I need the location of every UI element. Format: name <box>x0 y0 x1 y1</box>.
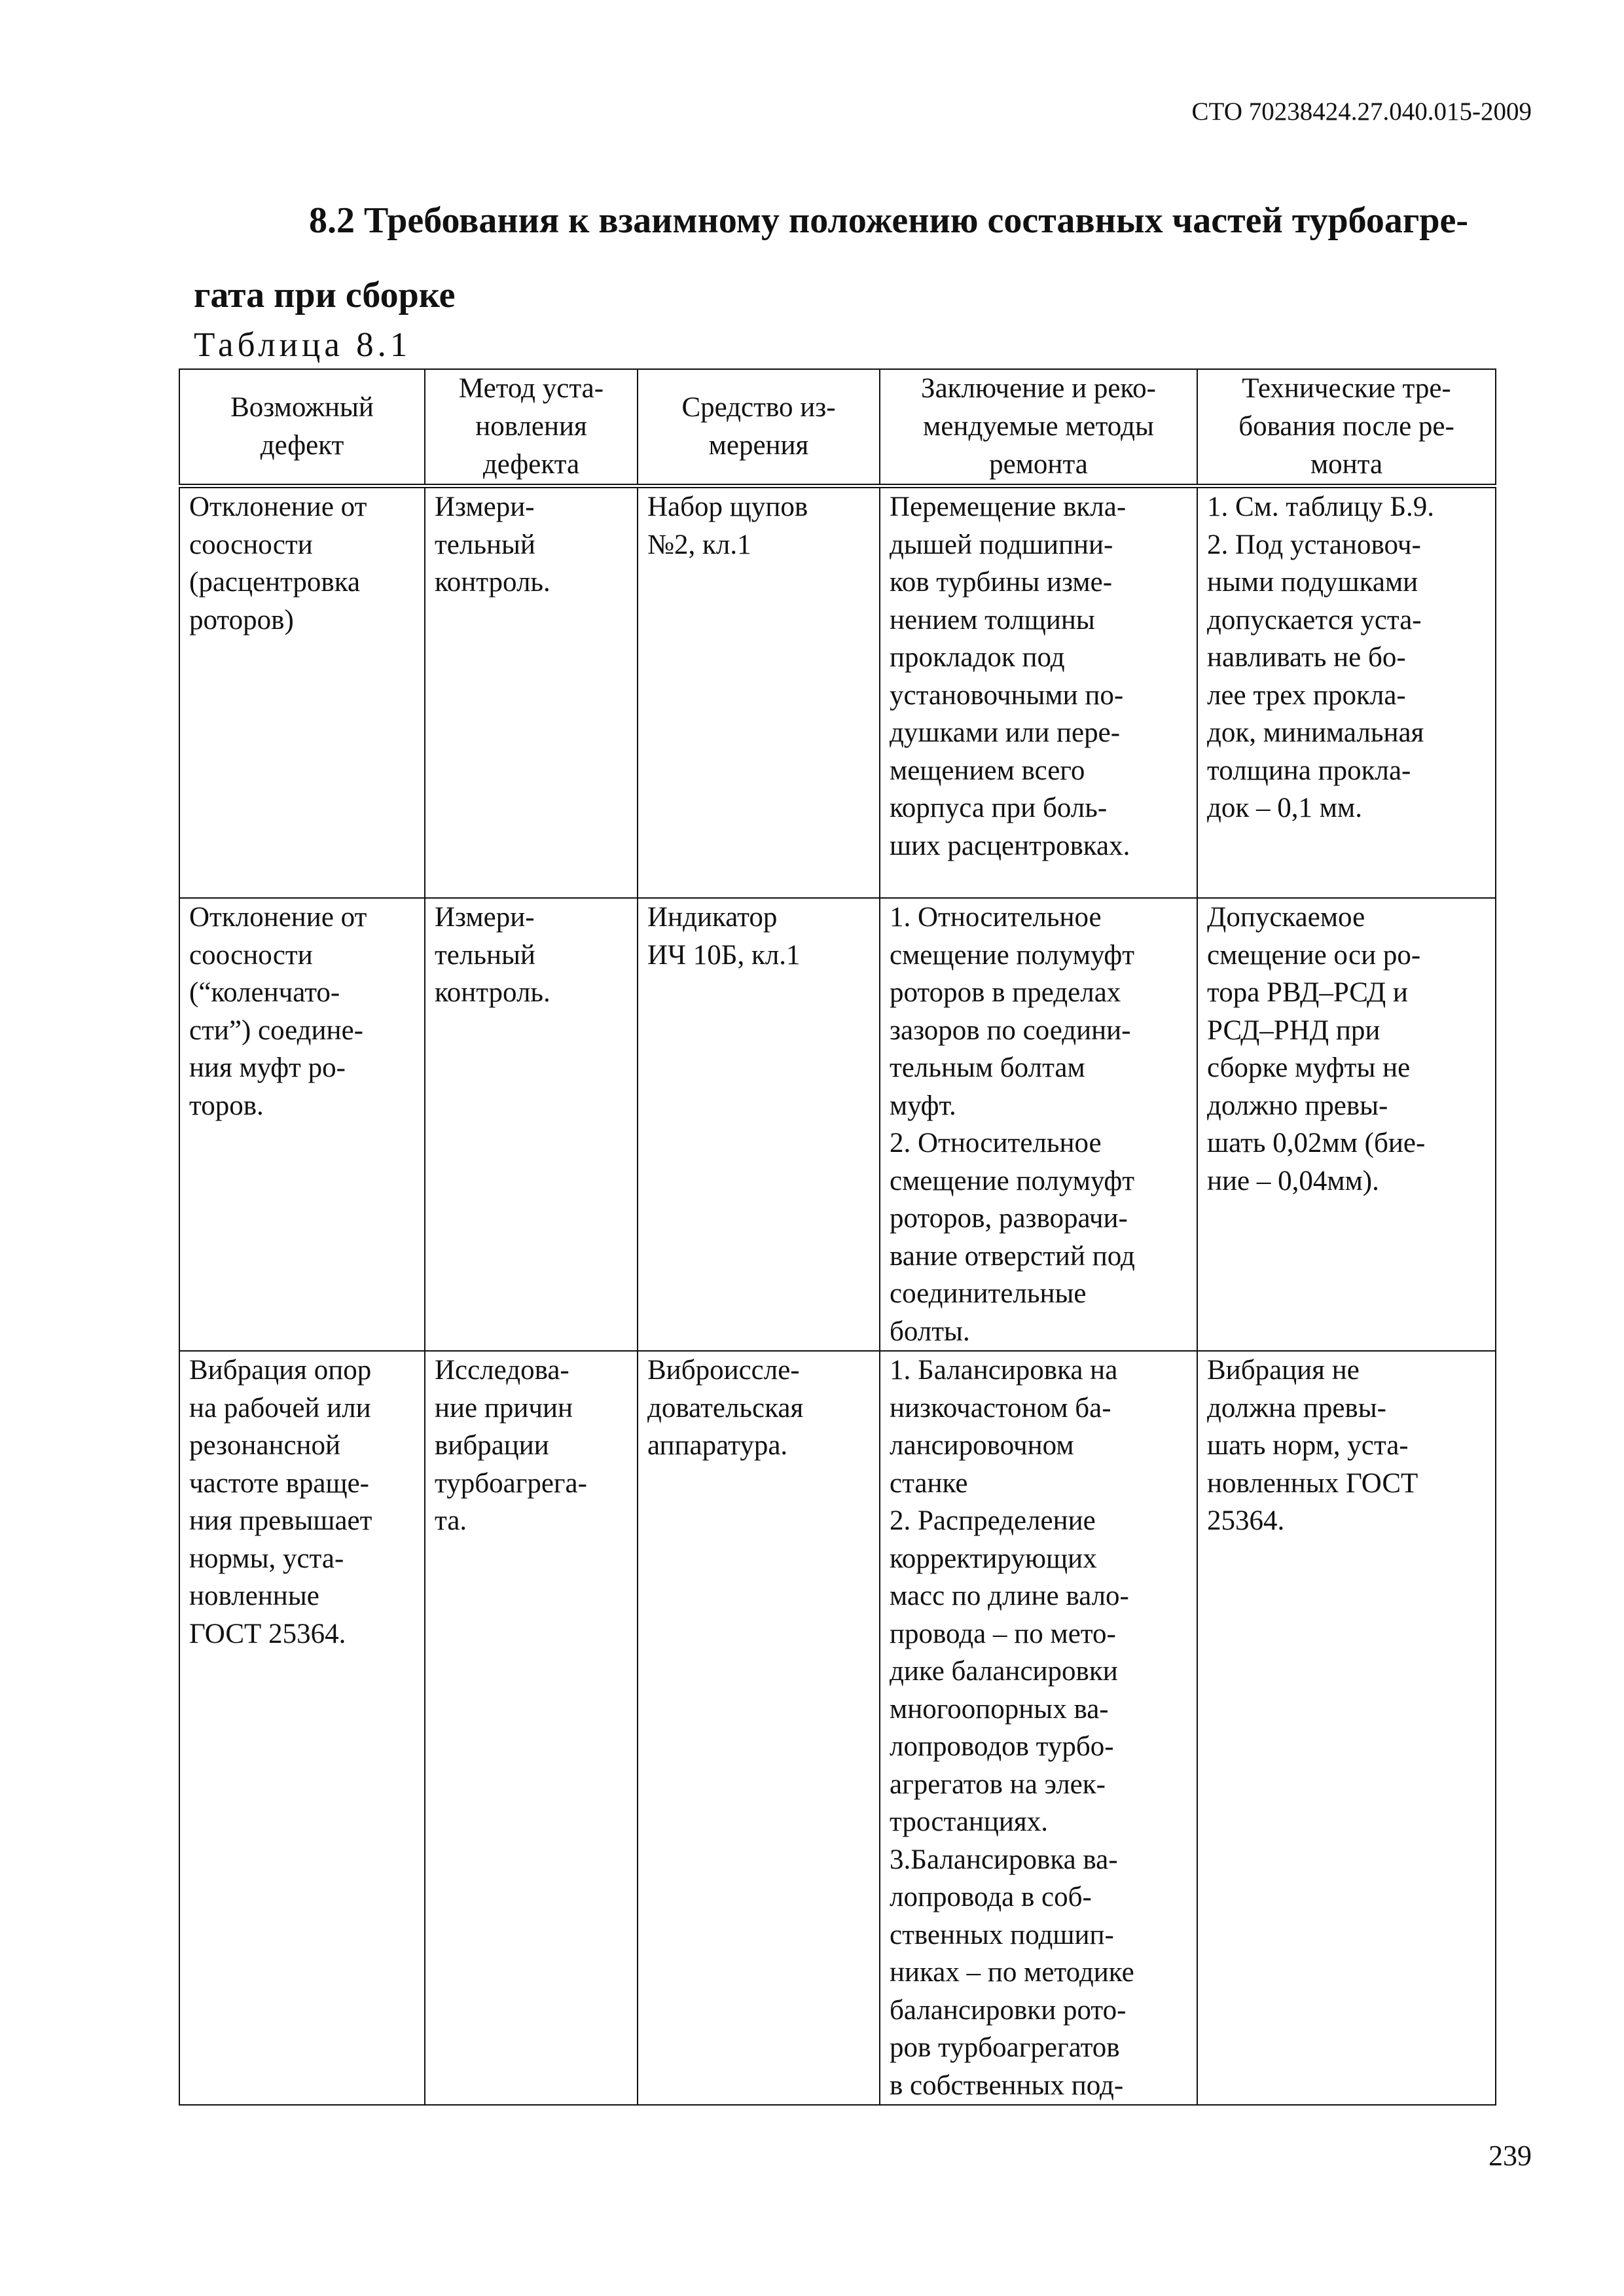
cell-tool: Индикатор ИЧ 10Б, кл.1 <box>638 898 880 1351</box>
column-header-requirements: Технические тре- бования после ре- монта <box>1197 369 1496 486</box>
cell-repair: Перемещение вкла- дышей подшипни- ков турбины изме- нением толщины прокладок под установочными по- душками или пере- мещением всего корпуса при боль- ших расцентровках. <box>880 486 1197 899</box>
column-header-method: Метод уста- новления дефекта <box>425 369 638 486</box>
section-heading-line2: гата при сборке <box>194 275 456 315</box>
section-heading-line1: 8.2 Требования к взаимному положению составных частей турбоагре- <box>309 200 1468 241</box>
cell-requirements: Допускаемое смещение оси ро- тора РВД–РСД и РСД–РНД при сборке муфты не должно превы- шать 0,02мм (бие- ние – 0,04мм). <box>1197 898 1496 1351</box>
table-row <box>179 1351 1496 2105</box>
cell-tool: Набор щупов №2, кл.1 <box>638 486 880 899</box>
requirements-table <box>179 368 1496 2106</box>
cell-requirements: 1. См. таблицу Б.9. 2. Под установоч- ными подушками допускается уста- навливать не бо- лее трех прокла- док, минимальная толщина прокла- док – 0,1 мм. <box>1197 486 1496 899</box>
cell-defect: Вибрация опор на рабочей или резонансной частоте враще- ния превышает нормы, уста- новленные ГОСТ 25364. <box>179 1351 425 2105</box>
column-header-repair: Заключение и реко- мендуемые методы ремонта <box>880 369 1197 486</box>
cell-defect: Отклонение от соосности (расцентровка роторов) <box>179 486 425 899</box>
cell-method: Измери- тельный контроль. <box>425 486 638 899</box>
cell-tool: Виброиссле- довательская аппаратура. <box>638 1351 880 2105</box>
cell-method: Измери- тельный контроль. <box>425 898 638 1351</box>
column-header-tool: Средство из- мерения <box>638 369 880 486</box>
cell-repair: 1. Балансировка на низкочастоном ба- лансировочном станке 2. Распределение корректирующих масс по длине вало- провода – по мето- дике балансировки многоопорных ва- лопроводов турбо- агрегатов на элек- тростанциях. 3.Балансировка ва- лопровода в соб- ственных подшип- никах – по методике балансировки рото- ров турбоагрегатов в собственных под- <box>880 1351 1197 2105</box>
page-number: 239 <box>1489 2140 1532 2172</box>
cell-method: Исследова- ние причин вибрации турбоагрега- та. <box>425 1351 638 2105</box>
column-header-defect: Возможный дефект <box>179 369 425 486</box>
table-row <box>179 486 1496 899</box>
section-heading <box>194 183 1532 332</box>
cell-repair: 1. Относительное смещение полумуфт роторов в пределах зазоров по соедини- тельным болтам муфт. 2. Относительное смещение полумуфт роторов, разворачи- вание отверстий под соединительные болты. <box>880 898 1197 1351</box>
table-caption: Таблица 8.1 <box>194 326 412 364</box>
table-header-row <box>179 369 1496 486</box>
cell-defect: Отклонение от соосности (“коленчато- сти”) соедине- ния муфт ро- торов. <box>179 898 425 1351</box>
cell-requirements: Вибрация не должна превы- шать норм, уста- новленных ГОСТ 25364. <box>1197 1351 1496 2105</box>
document-code: СТО 70238424.27.040.015-2009 <box>1191 98 1532 126</box>
table-row <box>179 898 1496 1351</box>
